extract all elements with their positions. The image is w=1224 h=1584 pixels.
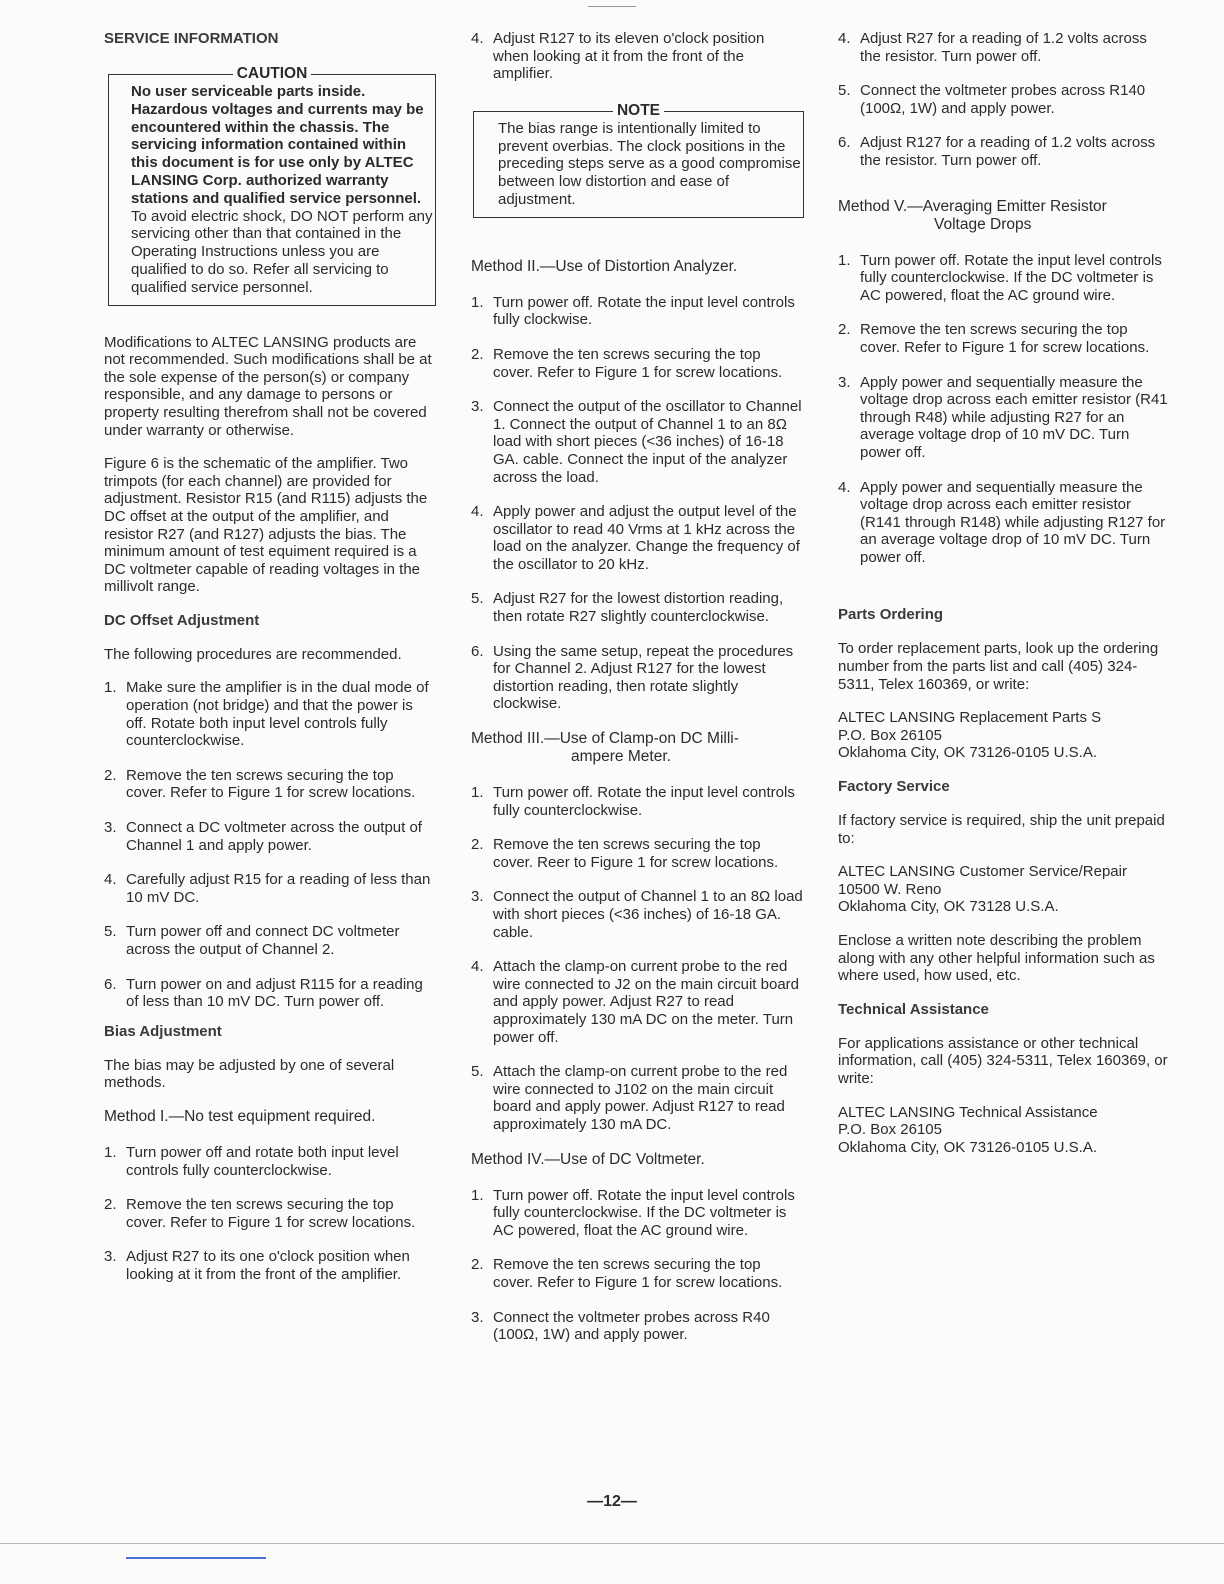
dc-offset-intro: The following procedures are recommended. <box>104 645 402 663</box>
method-1-title: Method I.—No test equipment required. <box>104 1107 376 1125</box>
list-item: 1. Turn power off. Rotate the input level controls fully counterclockwise. <box>471 784 795 819</box>
dc-offset-heading: DC Offset Adjustment <box>104 611 260 629</box>
method-4-title: Method IV.—Use of DC Voltmeter. <box>471 1150 705 1168</box>
list-item: 3. Connect a DC voltmeter across the output of Channel 1 and apply power. <box>104 819 422 854</box>
list-item: 6. Turn power on and adjust R115 for a reading of less than 10 mV DC. Turn power off. <box>104 975 423 1011</box>
list-item: 4. Attach the clamp-on current probe to the red wire connected to J2 on the main circuit board and apply power. Adjust R27 to read approximately 130 mA DC on the meter. Turn power off. <box>471 958 799 1046</box>
top-rule <box>588 6 636 7</box>
list-item: 1. Turn power off. Rotate the input level controls fully clockwise. <box>471 293 795 329</box>
list-item: 3. Connect the output of Channel 1 to an 8Ω load with short pieces (<36 inches) of 16-18 GA. cable. <box>471 888 803 941</box>
list-item: 3. Connect the output of the oscillator to Channel 1. Connect the output of Channel 1 to an 8Ω load with short pieces (<36 inches) of 16-18 GA. cable. Connect the input of the analyzer across the load. <box>471 398 802 486</box>
bias-intro: The bias may be adjusted by one of several methods. <box>104 1056 395 1092</box>
list-item: 2. Remove the ten screws securing the top cover. Refer to Figure 1 for screw locations. <box>471 1256 783 1291</box>
method-4-steps <box>471 1187 804 1344</box>
factory-service-text: If factory service is required, ship the unit prepaid to: <box>838 812 1165 847</box>
method-5-title: Method V.—Averaging Emitter Resistor Voltage Drops <box>838 197 1107 233</box>
list-item: 4. Adjust R127 to its eleven o'clock position when looking at it from the front of the amplifier. <box>471 30 765 83</box>
list-item: 3. Adjust R27 to its one o'clock position when looking at it from the front of the amplifier. <box>104 1248 410 1283</box>
method-3-title: Method III.—Use of Clamp-on DC Milli- ampere Meter. <box>471 730 739 766</box>
note-box <box>473 101 804 218</box>
column-2 <box>471 30 804 1361</box>
list-item: 2. Remove the ten screws securing the top cover. Refer to Figure 1 for screw locations. <box>471 345 783 381</box>
technical-assistance-text: For applications assistance or other technical information, call (405) 324-5311, Telex 160369, or write: <box>838 1034 1168 1087</box>
caution-bold-text: No user serviceable parts inside. Hazardous voltages and currents may be encountered within the chassis. The servicing information contained within this document is for use only by ALTEC LANSING Corp. authorized warranty stations and qualified service personnel. <box>131 83 424 207</box>
bias-heading: Bias Adjustment <box>104 1022 222 1040</box>
list-item: 4. Apply power and sequentially measure the voltage drop across each emitter resistor (R141 through R148) while adjusting R127 for an average voltage drop of 10 mV DC. Turn power off. <box>838 478 1166 566</box>
list-item: 5. Adjust R27 for the lowest distortion reading, then rotate R27 slightly counterclockwise. <box>471 590 784 626</box>
method-3-steps <box>471 784 804 1134</box>
method-5-steps <box>838 252 1170 567</box>
bottom-rule <box>0 1543 1224 1544</box>
list-item: 1. Make sure the amplifier is in the dual mode of operation (not bridge) and that the power is off. Rotate both input level controls fully counterclockwise. <box>104 679 429 750</box>
modifications-paragraph: Modifications to ALTEC LANSING products are not recommended. Such modifications shall be at the sole expense of the person(s) or company responsible, and any damage to persons or property resulting therefrom shall not be covered under warranty or otherwise. <box>104 333 432 439</box>
method-1-steps-continued <box>471 30 804 83</box>
list-item: 2. Remove the ten screws securing the top cover. Refer to Figure 1 for screw locations. <box>838 321 1150 356</box>
caution-box <box>108 65 436 306</box>
dc-offset-steps <box>104 679 436 1010</box>
note-text: The bias range is intentionally limited to prevent overbias. The clock positions in the preceding steps serve as a good compromise between low distortion and ease of adjustment. <box>498 119 801 208</box>
note-legend: NOTE <box>474 102 803 120</box>
parts-ordering-heading: Parts Ordering <box>838 606 944 624</box>
list-item: 6. Using the same setup, repeat the procedures for Channel 2. Adjust R127 for the lowest distortion reading, then rotate slightly clockwise. <box>471 642 794 713</box>
technical-assistance-heading: Technical Assistance <box>838 1000 989 1018</box>
list-item: 5. Attach the clamp-on current probe to the red wire connected to J102 on the main circuit board and apply power. Adjust R127 to read approximately 130 mA DC. <box>471 1063 788 1133</box>
factory-address: ALTEC LANSING Customer Service/Repair 10500 W. Reno Oklahoma City, OK 73128 U.S.A. <box>838 863 1127 916</box>
schematic-paragraph: Figure 6 is the schematic of the amplifier. Two trimpots (for each channel) are provided for adjustment. Resistor R15 (and R115) adjusts the DC offset at the output of the amplifier, and resistor R27 (and R127) adjusts the bias. The minimum amount of test equiment required is a DC voltmeter capable of reading voltages in the millivolt range. <box>104 455 428 596</box>
list-item: 1. Turn power off. Rotate the input level controls fully counterclockwise. If the DC voltmeter is AC powered, float the AC ground wire. <box>838 251 1162 304</box>
caution-text: To avoid electric shock, DO NOT perform any servicing other than that contained in the Operating Instructions unless you are qualified to do so. Refer all servicing to qualified service personnel. <box>131 207 433 296</box>
column-3 <box>838 30 1170 1172</box>
parts-address: ALTEC LANSING Replacement Parts S P.O. Box 26105 Oklahoma City, OK 73126-0105 U.S.A. <box>838 709 1102 762</box>
factory-service-heading: Factory Service <box>838 778 950 796</box>
method-4-steps-continued <box>838 30 1170 170</box>
list-item: 4. Apply power and adjust the output level of the oscillator to read 40 Vrms at 1 kHz across the load on the analyzer. Change the frequency of the oscillator to 20 kHz. <box>471 503 800 573</box>
method-1-steps <box>104 1144 436 1284</box>
page-number: —12— <box>587 1493 637 1510</box>
list-item: 1. Turn power off and rotate both input level controls fully counterclockwise. <box>104 1143 399 1179</box>
enclose-note-text: Enclose a written note describing the problem along with any other helpful information such as where used, how used, etc. <box>838 932 1155 985</box>
method-2-steps <box>471 294 804 713</box>
list-item: 2. Remove the ten screws securing the top cover. Refer to Figure 1 for screw locations. <box>104 766 416 802</box>
column-1 <box>104 30 436 1301</box>
list-item: 3. Apply power and sequentially measure the voltage drop across each emitter resistor (R41 through R48) while adjusting R27 for an average voltage drop of 10 mV DC. Turn power off. <box>838 373 1168 461</box>
list-item: 3. Connect the voltmeter probes across R40 (100Ω, 1W) and apply power. <box>471 1308 770 1344</box>
list-item: 5. Turn power off and connect DC voltmeter across the output of Channel 2. <box>104 923 400 958</box>
list-item: 4. Adjust R27 for a reading of 1.2 volts across the resistor. Turn power off. <box>838 30 1147 65</box>
caution-legend: CAUTION <box>109 65 435 83</box>
method-2-title: Method II.—Use of Distortion Analyzer. <box>471 257 738 275</box>
list-item: 6. Adjust R127 for a reading of 1.2 volts across the resistor. Turn power off. <box>838 134 1156 169</box>
section-title: SERVICE INFORMATION <box>104 30 279 47</box>
list-item: 1. Turn power off. Rotate the input level controls fully counterclockwise. If the DC voltmeter is AC powered, float the AC ground wire. <box>471 1186 795 1239</box>
list-item: 4. Carefully adjust R15 for a reading of less than 10 mV DC. <box>104 871 431 906</box>
parts-ordering-text: To order replacement parts, look up the ordering number from the parts list and call (405) 324-5311, Telex 160369, or write: <box>838 640 1159 693</box>
list-item: 2. Remove the ten screws securing the top cover. Refer to Figure 1 for screw locations. <box>104 1196 416 1231</box>
list-item: 5. Connect the voltmeter probes across R140 (100Ω, 1W) and apply power. <box>838 82 1146 117</box>
technical-address: ALTEC LANSING Technical Assistance P.O. Box 26105 Oklahoma City, OK 73126-0105 U.S.A. <box>838 1103 1098 1156</box>
list-item: 2. Remove the ten screws securing the top cover. Reer to Figure 1 for screw locations. <box>471 836 779 871</box>
blue-link-underline <box>126 1557 266 1559</box>
